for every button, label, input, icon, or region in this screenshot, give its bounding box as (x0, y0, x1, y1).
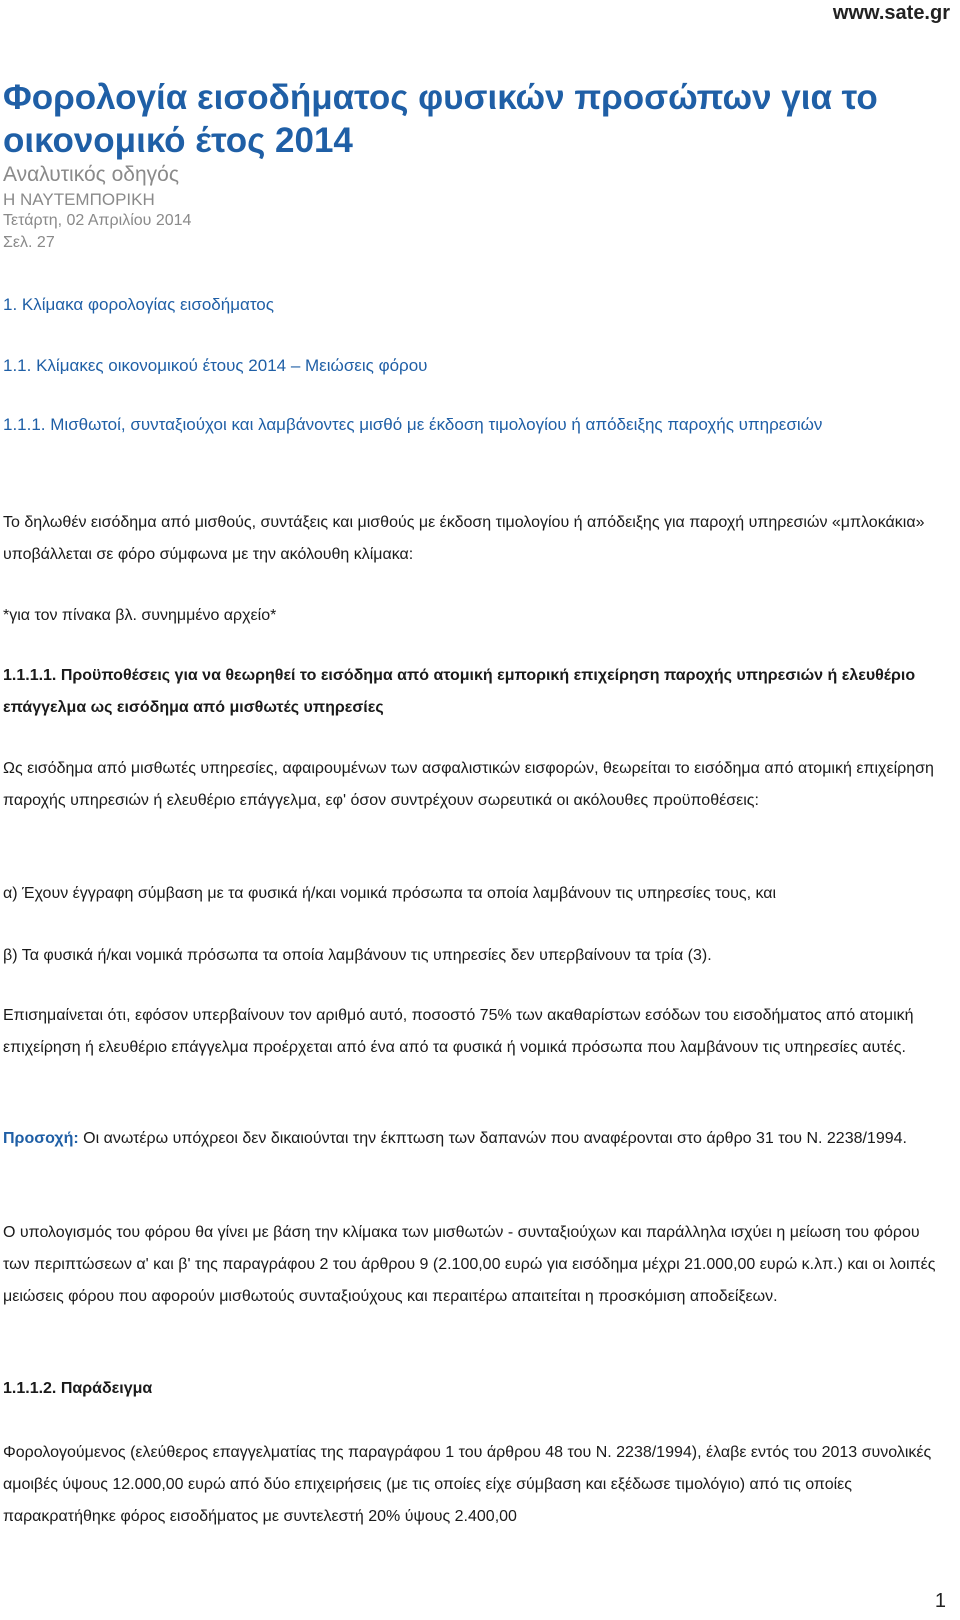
article-source: Η ΝΑΥΤΕΜΠΟΡΙΚΗ (3, 190, 155, 209)
paragraph-intro: Το δηλωθέν εισόδημα από μισθούς, συντάξεις και μισθούς με έκδοση τιμολογίου ή απόδειξης για παροχή υπηρεσιών «μπλοκάκια» υποβάλλεται σε φόρο σύμφωνα με την ακόλουθη κλίμακα: (3, 514, 925, 563)
section-heading-1-1: 1.1. Κλίμακες οικονομικού έτους 2014 – Μειώσεις φόρου (3, 356, 428, 375)
section-heading-1-1-1-1: 1.1.1.1. Προϋποθέσεις για να θεωρηθεί το εισόδημα από ατομική εμπορική επιχείρηση παροχής υπηρεσιών ή ελευθέριο επάγγελμα ως εισόδημα από μισθωτές υπηρεσίες (3, 667, 916, 716)
paragraph-note: Επισημαίνεται ότι, εφόσον υπερβαίνουν τον αριθμό αυτό, ποσοστό 75% των ακαθαρίστων εσόδων του εισοδήματος από ατομική επιχείρηση ή ελευθέριο επάγγελμα προέρχεται από ένα από τα φυσικά ή νομικά πρόσωπα που λαμβάνουν τις υπηρεσίες αυτές. (3, 1007, 914, 1056)
attention-label: Προσοχή: (3, 1130, 79, 1147)
paragraph-table-note: *για τον πίνακα βλ. συνημμένο αρχείο* (3, 607, 277, 624)
paragraph-example: Φορολογούμενος (ελεύθερος επαγγελματίας της παραγράφου 1 του άρθρου 48 του Ν. 2238/1994), έλαβε εντός του 2013 συνολικές αμοιβές ύψους 12.000,00 ευρώ από δύο επιχειρήσεις (με τις οποίες είχε σύμβαση και εξέδωσε τιμολόγιο) από τις οποίες παρακρατήθηκε φόρος εισοδήματος με συντελεστή 20% ύψους 2.400,00 (3, 1444, 932, 1525)
paragraph-calculation: Ο υπολογισμός του φόρου θα γίνει με βάση την κλίμακα των μισθωτών - συνταξιούχων και παράλληλα ισχύει η μείωση του φόρου των περιπτώσεων α' και β' της παραγράφου 2 του άρθρου 9 (2.100,00 ευρώ για εισόδημα μέχρι 21.000,00 ευρώ κ.λπ.) και οι λοιπές μειώσεις φόρου που αφορούν μισθωτούς συνταξιούχους και περαιτέρω απαιτείται η προσκόμιση αποδείξεων. (3, 1224, 936, 1305)
page-number: 1 (934, 1590, 946, 1612)
section-heading-1-1-1-2: 1.1.1.2. Παράδειγμα (3, 1380, 153, 1397)
attention-text: Οι ανωτέρω υπόχρεοι δεν δικαιούνται την έκπτωση των δαπανών που αναφέρονται στο άρθρο 31 του Ν. 2238/1994. (78, 1130, 907, 1147)
article-subtitle: Αναλυτικός οδηγός (3, 163, 179, 186)
article-page-ref: Σελ. 27 (3, 234, 55, 251)
paragraph-conditions: Ως εισόδημα από μισθωτές υπηρεσίες, αφαιρουμένων των ασφαλιστικών εισφορών, θεωρείται το εισόδημα από ατομική επιχείρηση παροχής υπηρεσιών ή ελευθέριο επάγγελμα, εφ' όσον συντρέχουν σωρευτικά οι ακόλουθες προϋποθέσεις: (3, 760, 934, 809)
article-date: Τετάρτη, 02 Απριλίου 2014 (3, 212, 192, 229)
paragraph-attention (3, 1123, 938, 1155)
section-heading-1: 1. Κλίμακα φορολογίας εισοδήματος (3, 295, 274, 314)
paragraph-condition-a: α) Έχουν έγγραφη σύμβαση με τα φυσικά ή/και νομικά πρόσωπα τα οποία λαμβάνουν τις υπηρεσίες τους, και (3, 885, 777, 902)
section-heading-1-1-1: 1.1.1. Μισθωτοί, συνταξιούχοι και λαμβάνοντες μισθό με έκδοση τιμολογίου ή απόδειξης παροχής υπηρεσιών (3, 415, 823, 434)
paragraph-condition-b: β) Τα φυσικά ή/και νομικά πρόσωπα τα οποία λαμβάνουν τις υπηρεσίες δεν υπερβαίνουν τα τρία (3). (3, 947, 712, 964)
article-title: Φορολογία εισοδήματος φυσικών προσώπων για το οικονομικό έτος 2014 (3, 78, 878, 160)
site-url[interactable]: www.sate.gr (832, 2, 950, 24)
